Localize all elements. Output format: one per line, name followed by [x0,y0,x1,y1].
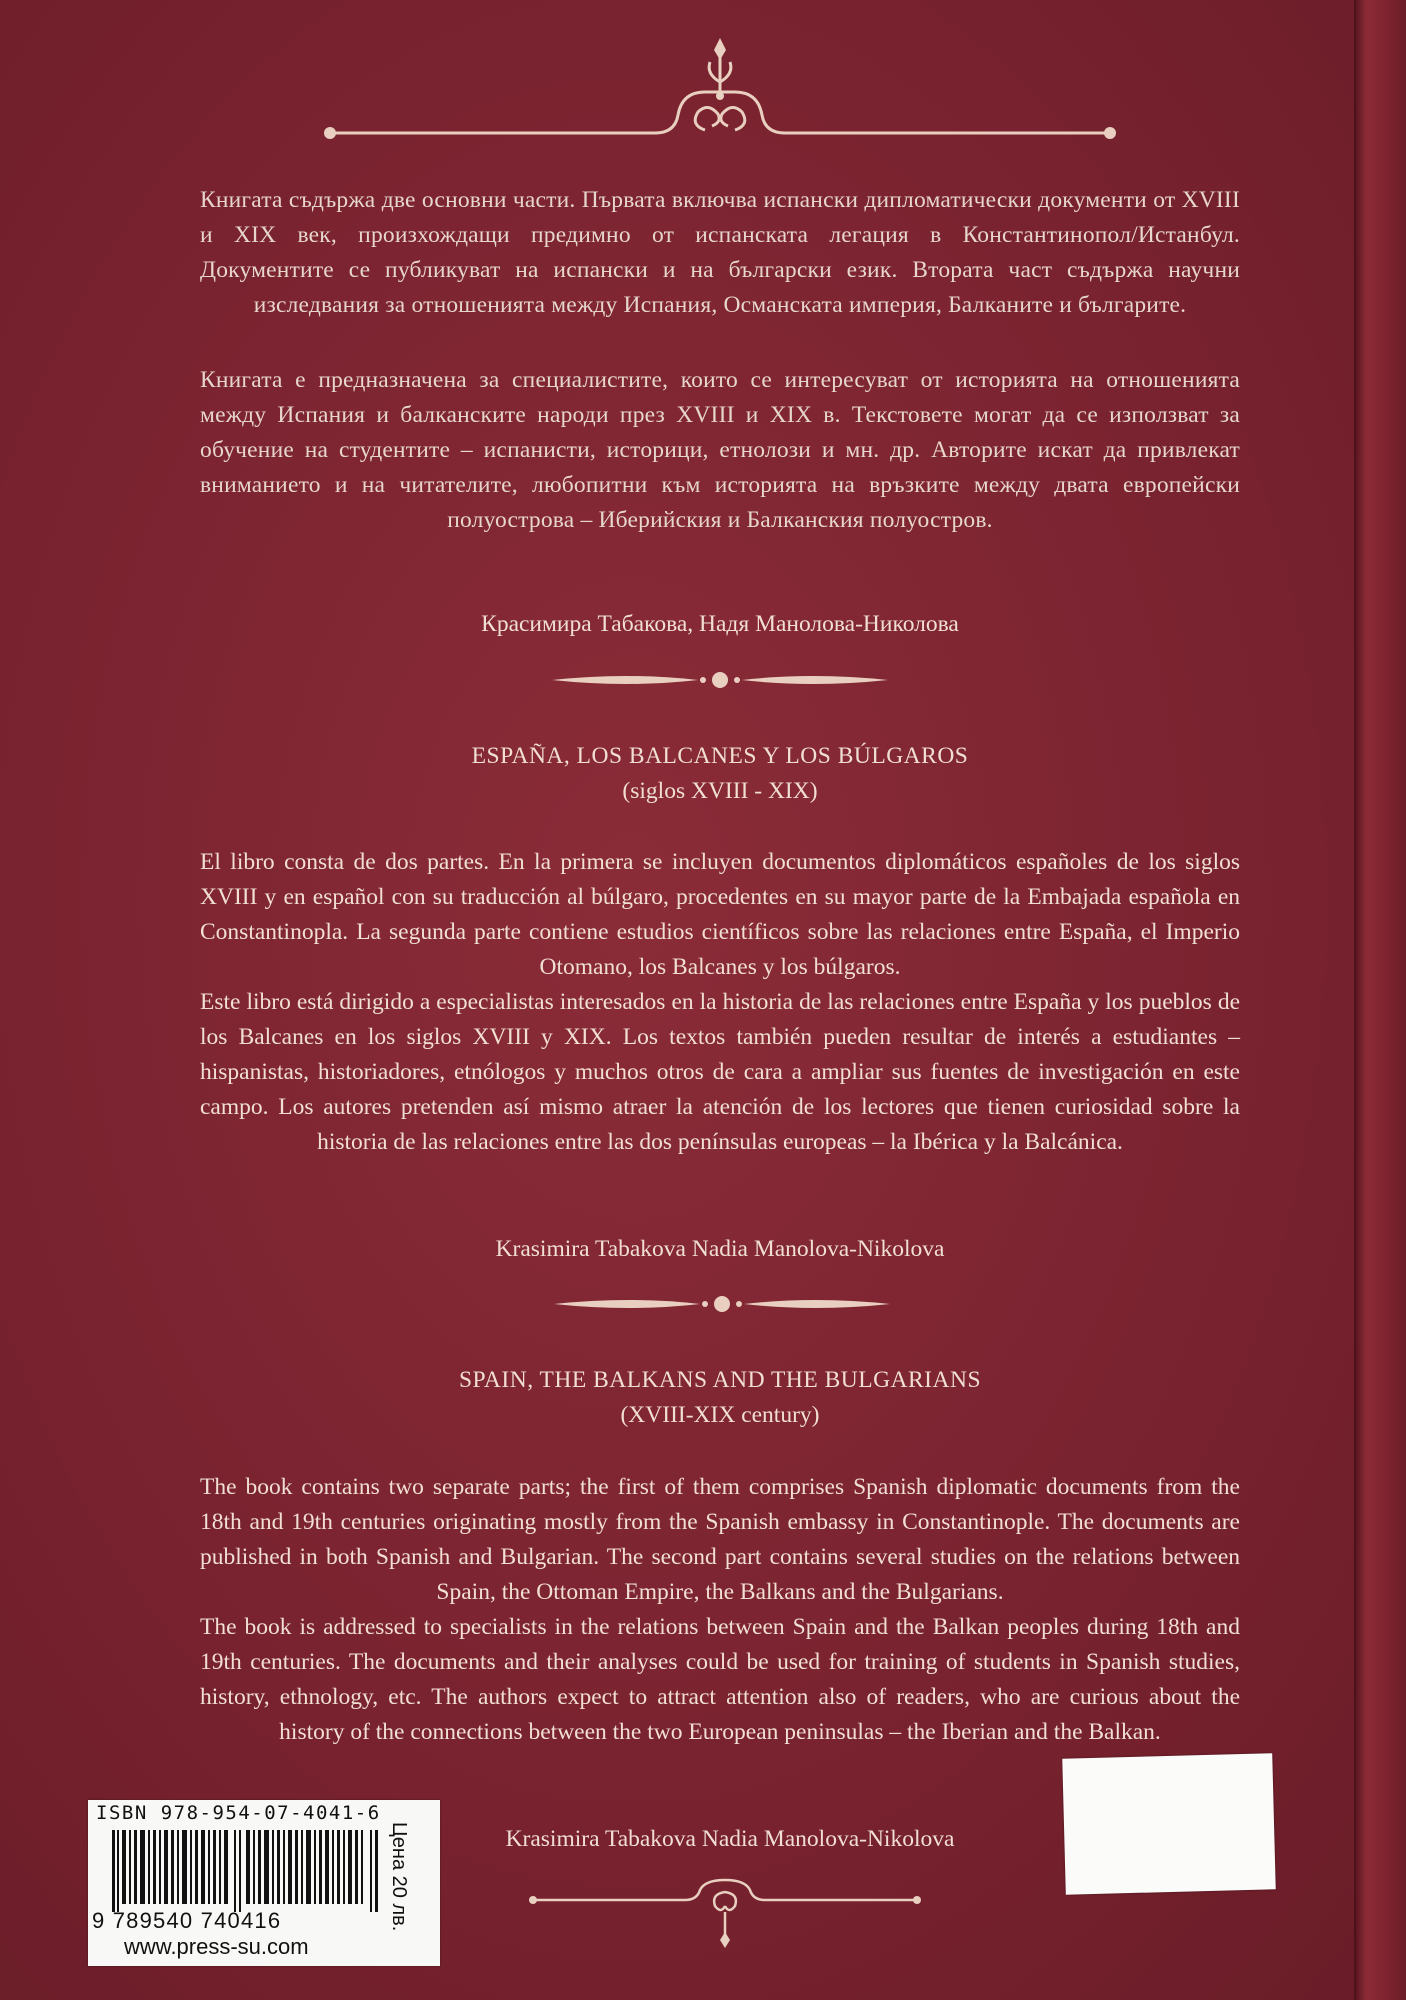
barcode-icon [98,1830,394,1912]
section-divider-ornament [550,1292,894,1316]
top-fleur-ornament [310,30,1130,160]
blank-sticker [1062,1753,1275,1894]
section-divider-ornament [548,668,892,692]
english-title: SPAIN, THE BALKANS AND THE BULGARIANS [458,1367,982,1393]
english-paragraph-2: The book is addressed to specialists in the relations between Spain and the Balkan peoples during 18th and 19th centuries. The documents and their analyses could be used for training of students in Spanish studies, history, ethnology, etc. The authors expect to attract attention also of readers, who are curious about the history of the connections between the two European peninsulas – the Iberian and the Balkan. [200,1614,1240,1745]
bulgarian-paragraph-1: Книгата съдържа две основни части. Първата включва испански дипломатически документи от XVIII и XIX век, произхождащи предимно от испанската легация в Константинопол/Истанбул. Документите се публикуват на испански и на български език. Втората част съдържа научни изследвания за отношенията между Испания, Османската империя, Балканите и българите. [200,187,1240,318]
bulgarian-authors: Красимира Табакова, Надя Манолова-Николова [481,611,959,637]
spanish-title: ESPAÑA, LOS BALCANES Y LOS BÚLGAROS [471,743,969,769]
publisher-url: www.press-su.com [124,1934,309,1959]
english-subtitle: (XVIII-XIX century) [620,1402,820,1428]
spanish-subtitle: (siglos XVIII - XIX) [622,778,818,804]
book-spine-edge [1354,0,1406,2000]
spanish-paragraph-2: Este libro está dirigido a especialistas interesados en la historia de las relaciones entre España y los pueblos de los Balcanes en los siglos XVIII y XIX. Los textos también pueden resultar de interés a estudiantes – hispanistas, historiadores, etnólogos y muchos otros de cara a ampliar sus fuentes de investigación en este campo. Los autores pretenden así mismo atraer la atención de los lectores que tienen curiosidad sobre la historia de las relaciones entre las dos penínsulas europeas – la Ibérica y la Balcánica. [200,989,1240,1155]
english-authors: Krasimira Tabakova Nadia Manolova-Nikolova [505,1826,955,1852]
spanish-authors: Krasimira Tabakova Nadia Manolova-Nikolova [495,1236,945,1262]
bottom-fleur-ornament [525,1872,925,1952]
price-label: Цена 20 лв. [388,1822,410,1932]
bulgarian-paragraph-2: Книгата е предназначена за специалистите, които се интересуват от историята на отношенията между Испания и балканските народи през XVIII и XIX в. Текстовете могат да се използват за обучение на студентите – испанисти, историци, етнолози и мн. др. Авторите искат да привлекат вниманието и на читателите, любопитни към историята на връзките между двата европейски полуострова – Иберийския и Балканския полуостров. [200,367,1240,533]
english-paragraph-1: The book contains two separate parts; the first of them comprises Spanish diplomatic documents from the 18th and 19th centuries originating mostly from the Spanish embassy in Constantinople. The documents are published in both Spanish and Bulgarian. The second part contains several studies on the relations between Spain, the Ottoman Empire, the Balkans and the Bulgarians. [200,1474,1240,1605]
barcode-label [88,1800,440,1966]
isbn-number: ISBN 978-954-07-4041-6 [96,1802,381,1824]
spanish-paragraph-1: El libro consta de dos partes. En la primera se incluyen documentos diplomáticos españoles de los siglos XVIII y en español con su traducción al búlgaro, procedentes en su mayor parte de la Embajada española en Constantinopla. La segunda parte contiene estudios científicos sobre las relaciones entre España, el Imperio Otomano, los Balcanes y los búlgaros. [200,849,1240,980]
barcode-digits: 9 789540 740416 [92,1908,282,1933]
